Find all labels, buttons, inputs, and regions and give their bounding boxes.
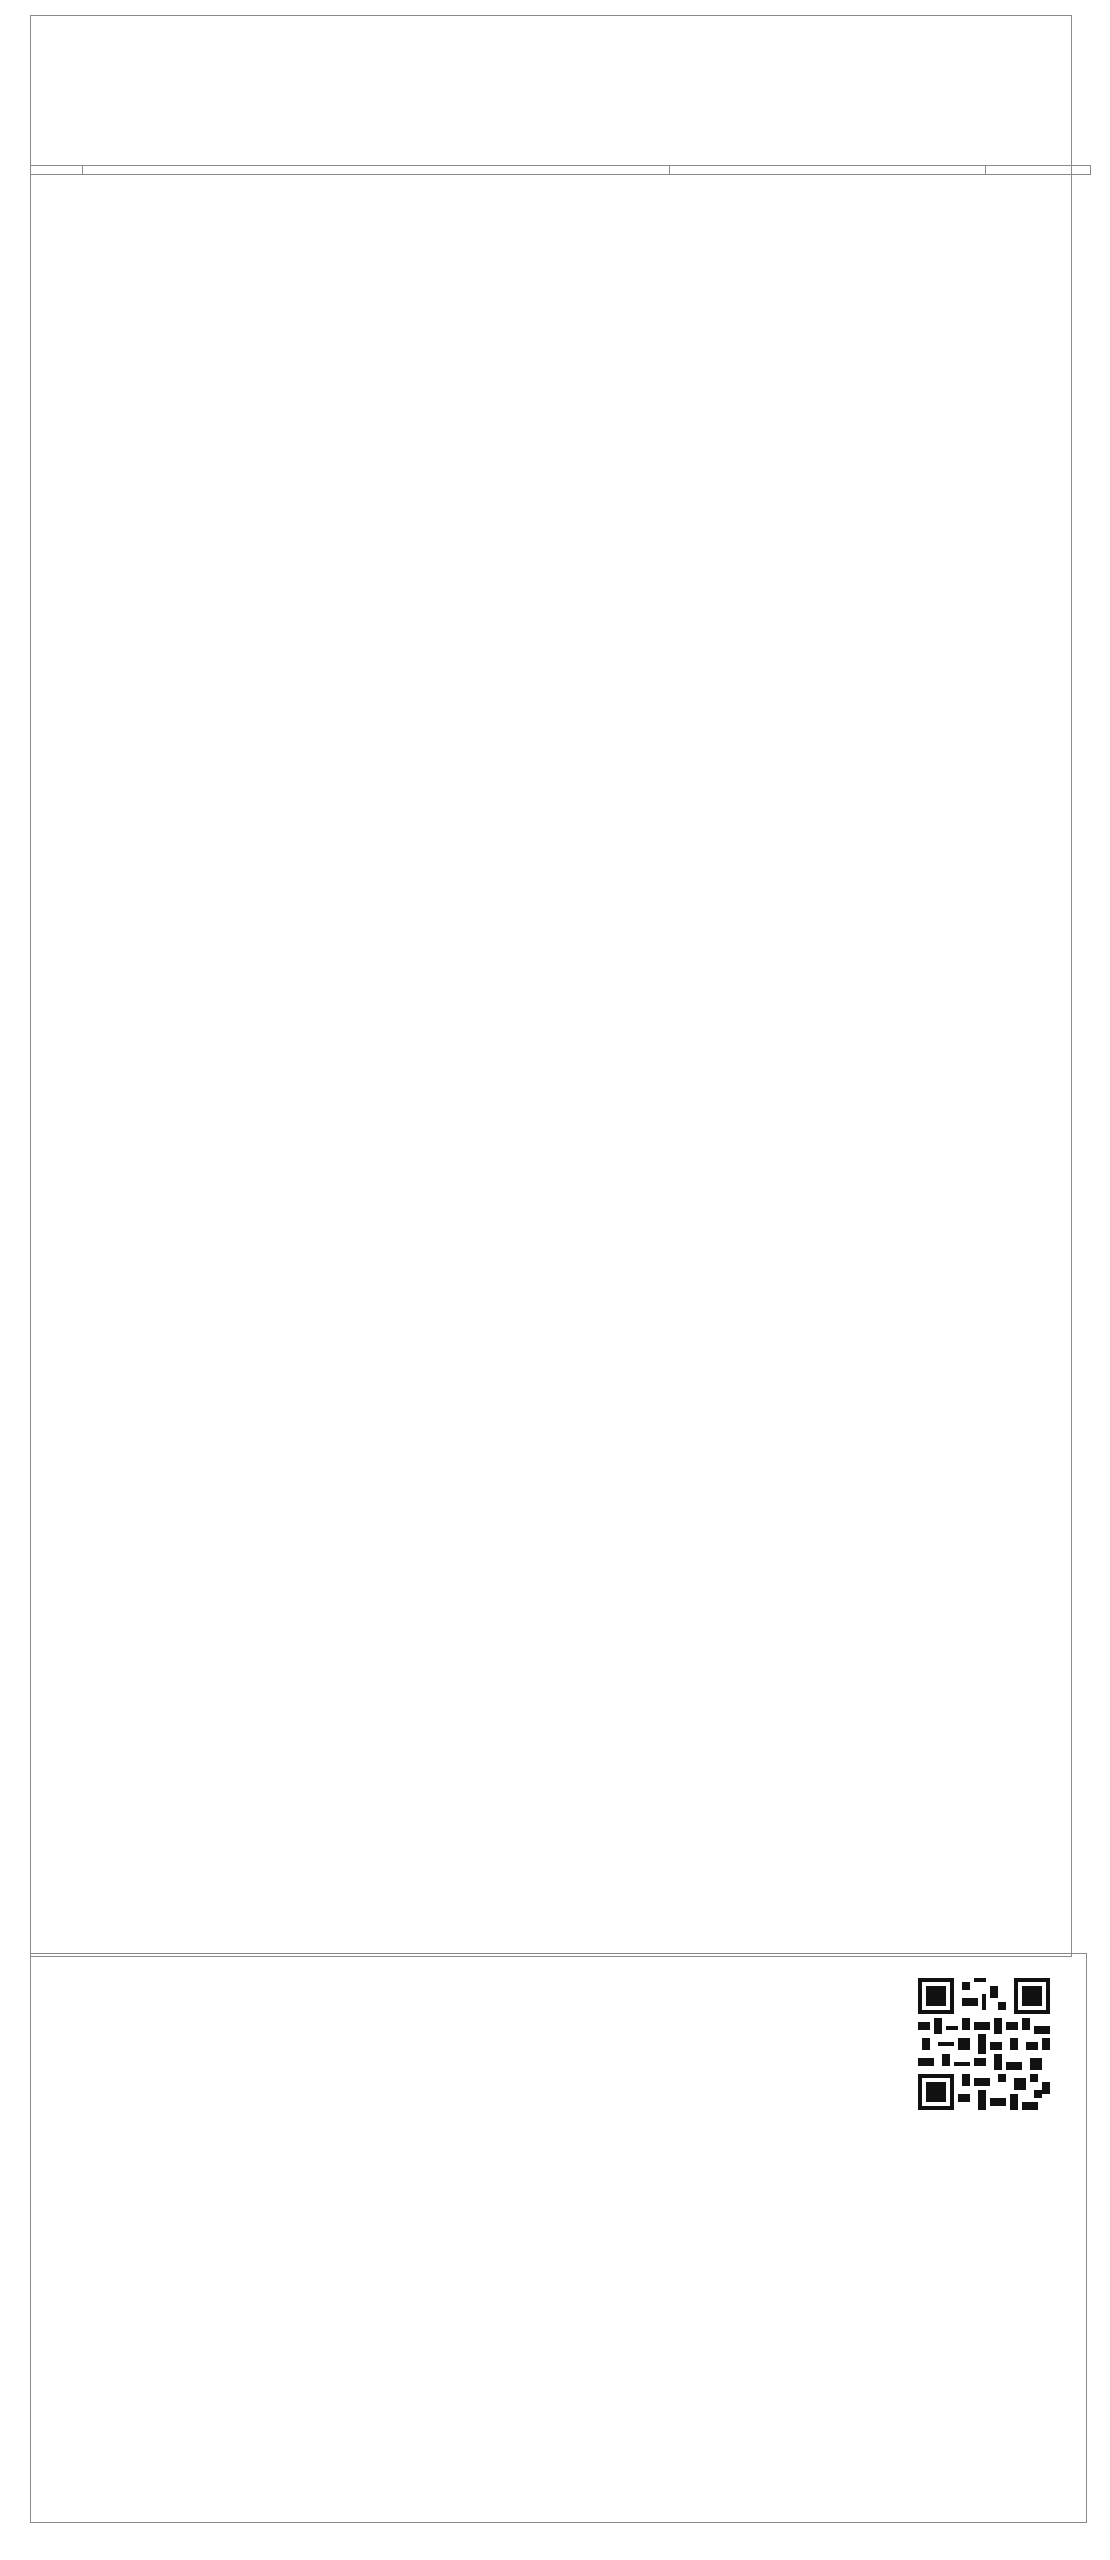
supplier-row: [44, 2263, 52, 2293]
header-unit: [986, 166, 1091, 175]
phone-row: [690, 2406, 700, 2436]
table-header-row: [31, 166, 1091, 175]
header-value: [670, 166, 986, 175]
qr-code-icon: [918, 1978, 1050, 2110]
document-frame: [30, 15, 1072, 1957]
name-row: [44, 2358, 52, 2388]
product-data-table: [30, 165, 1091, 175]
header-parameter: [83, 166, 670, 175]
eprel-row: [44, 2172, 54, 2202]
header-no: [31, 166, 83, 175]
email-row: [44, 2406, 52, 2436]
